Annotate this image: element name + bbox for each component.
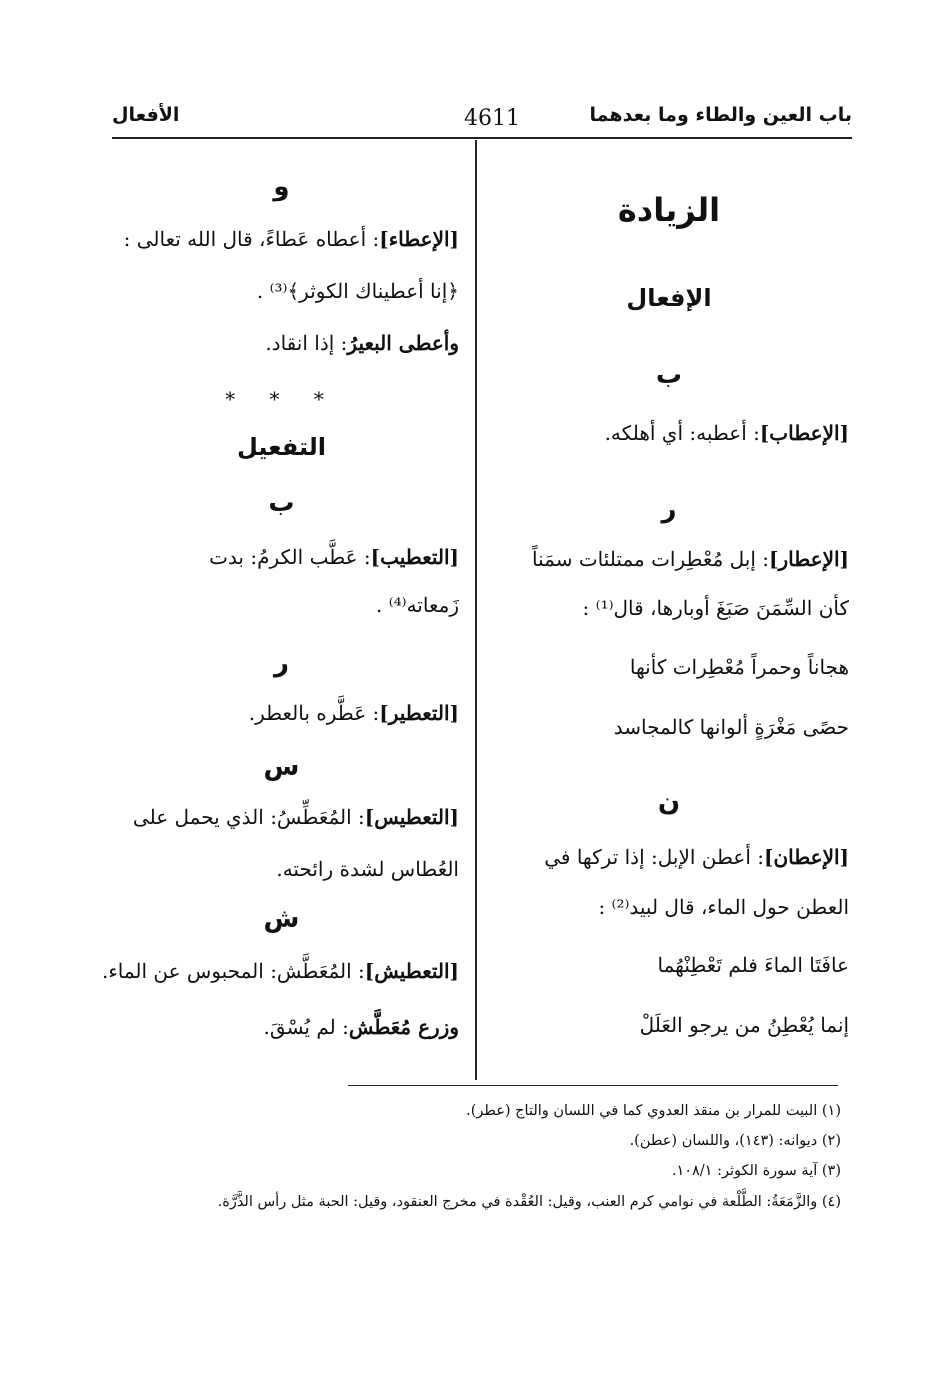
section-separator: * * * [225, 387, 338, 411]
entry-term: [التعطيس] [364, 805, 459, 829]
letter-heading: س [263, 752, 300, 782]
verse-line: إنما يُعْطِنُ من يرجو العَلَلْ [639, 1013, 849, 1037]
letter-heading: ب [655, 360, 683, 390]
entry [209, 542, 459, 572]
footnote: (٣) آية سورة الكوثر: ١٠٨/١. [671, 1163, 841, 1179]
entry-continuation: كأن السِّمَنَ صَبَغَ أوبارها، قال⁽¹⁾ : [582, 596, 849, 620]
entry-term: [الإعطان] [763, 845, 849, 869]
running-header [112, 104, 852, 134]
page-number: 4611 [464, 106, 520, 131]
verse-line: هجاناً وحمراً مُعْطِرات كأنها [629, 655, 849, 679]
entry-definition: : أعطن الإبل: إذا تركها في [544, 845, 764, 869]
entry-term: [التعطير] [379, 701, 459, 725]
entry-term: وأعطى البعيرُ [347, 331, 459, 355]
letter-heading: ر [274, 648, 289, 678]
letter-heading: ر [661, 494, 677, 524]
quran-quote: ﴿إنا أعطيناك الكوثر﴾⁽³⁾ . [256, 279, 459, 303]
entry [532, 544, 849, 574]
entry-term: [الإعطاب] [759, 421, 849, 445]
section-title: الأفعال [112, 104, 180, 126]
letter-heading: و [273, 172, 290, 202]
entry [133, 802, 459, 832]
entry [124, 224, 459, 254]
entry-definition: : أعطبه: أي أهلكه. [604, 421, 760, 445]
entry-term: [الإعطاء] [379, 227, 459, 251]
entry-definition: : عَطَّره بالعطر. [248, 701, 380, 725]
entry-definition: : إذا انقاد. [265, 331, 348, 355]
footnote: (٢) ديوانه: (١٤٣)، واللسان (عطن). [629, 1133, 841, 1149]
entry-continuation: العطن حول الماء، قال لبيد⁽²⁾ : [598, 895, 849, 919]
chapter-title: باب العين والطاء وما بعدهما [589, 104, 852, 126]
entry-definition: : أعطاه عَطاءً، قال الله تعالى : [123, 227, 380, 251]
entry-definition: : عَطَّب الكرمُ: بدت [209, 545, 371, 569]
section-heading: التفعيل [236, 433, 327, 461]
header-rule [112, 137, 852, 139]
entry [249, 698, 459, 728]
entry-term: [التعطيش] [364, 959, 459, 983]
letter-heading: ن [657, 787, 681, 817]
entry-definition: : إبل مُعْطِرات ممتلئات سمَناً [532, 547, 770, 571]
verse-line: حصًى مَغْرَةٍ ألوانها كالمجاسد [613, 715, 849, 739]
entry-term: وزرع مُعَطَّش [348, 1015, 459, 1039]
entry [102, 956, 459, 986]
verse-line: عافَتَا الماءَ فلم تَعْطِنْهُما [657, 953, 849, 977]
part-title: الزيادة [617, 191, 721, 229]
entry-definition: : لم يُسْقَ. [263, 1015, 349, 1039]
column-divider [475, 140, 477, 1080]
entry-term: [الإعطار] [769, 547, 849, 571]
entry [605, 418, 849, 448]
footnote: (٤) والزَّمَعَةُ: الطَّلْعة في نوامي كرم العنب، وقيل: العُقْدة في مخرج العنقود، وقيل: الحبة مثل رأس الذَّرَّة. [217, 1194, 841, 1210]
entry [544, 842, 849, 872]
entry-definition: : المُعَطِّسُ: الذي يحمل على [132, 805, 365, 829]
section-heading: الإفعال [626, 284, 712, 312]
letter-heading: ش [263, 904, 300, 934]
footnote: (١) البيت للمرار بن منقذ العدوي كما في اللسان والتاج (عطر). [466, 1103, 841, 1119]
letter-heading: ب [268, 488, 295, 518]
entry-continuation: العُطاس لشدة رائحته. [276, 857, 459, 881]
entry-term: [التعطيب] [370, 545, 459, 569]
entry-definition: : المُعَطَّش: المحبوس عن الماء. [101, 959, 365, 983]
footnote-rule [348, 1085, 838, 1086]
entry [264, 1012, 459, 1042]
entry-continuation: زَمعاته⁽⁴⁾ . [376, 593, 459, 617]
entry [265, 328, 459, 358]
